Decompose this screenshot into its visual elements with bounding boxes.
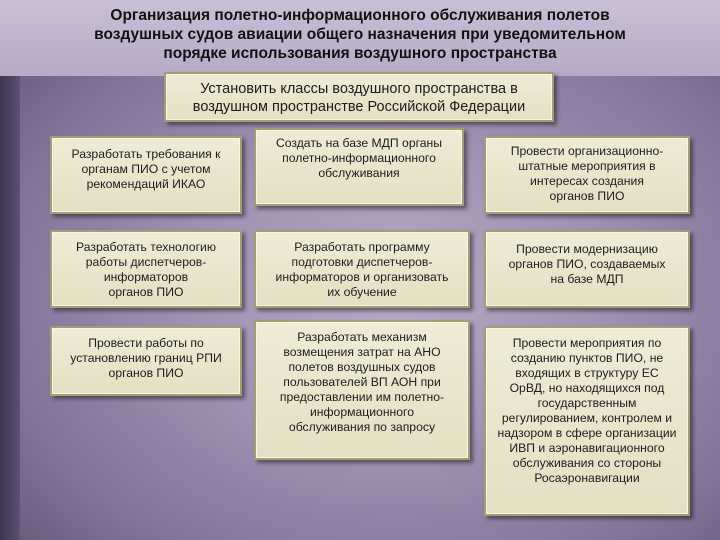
box-airspace-classes: Установить классы воздушного пространства в воздушном пространстве Российской Федерации (164, 72, 554, 122)
box-org-staff-measures: Провести организационно- штатные мероприятия в интересах создания органов ПИО (484, 136, 690, 214)
left-decorative-strip (0, 76, 20, 540)
box-training-program: Разработать программу подготовки диспетчеров- информаторов и организовать их обучение (254, 230, 470, 308)
box-pio-points-creation: Провести мероприятия по созданию пунктов ПИО, не входящих в структуру ЕС ОрВД, но находящихся под государственным регулированием, контролем и надзором в сфере организации ИВП и аэронавигационного обслуживания со стороны Росаэронавигации (484, 326, 690, 516)
box-pio-requirements: Разработать требования к органам ПИО с учетом рекомендаций ИКАО (50, 136, 242, 214)
box-pio-modernization: Провести модернизацию органов ПИО, создаваемых на базе МДП (484, 230, 690, 308)
box-create-pio-on-mdp: Создать на базе МДП органы полетно-информационного обслуживания (254, 128, 464, 206)
box-controller-technology: Разработать технологию работы диспетчеров- информаторов органов ПИО (50, 230, 242, 308)
diagram-title: Организация полетно-информационного обслуживания полетов воздушных судов авиации общего назначения при уведомительном порядке использования воздушного пространства (94, 7, 626, 62)
box-cost-recovery-mechanism: Разработать механизм возмещения затрат на АНО полетов воздушных судов пользователей ВП АОН при предоставлении им полетно- информационного обслуживания по запросу (254, 320, 470, 460)
box-rpi-boundaries: Провести работы по установлению границ РПИ органов ПИО (50, 326, 242, 396)
